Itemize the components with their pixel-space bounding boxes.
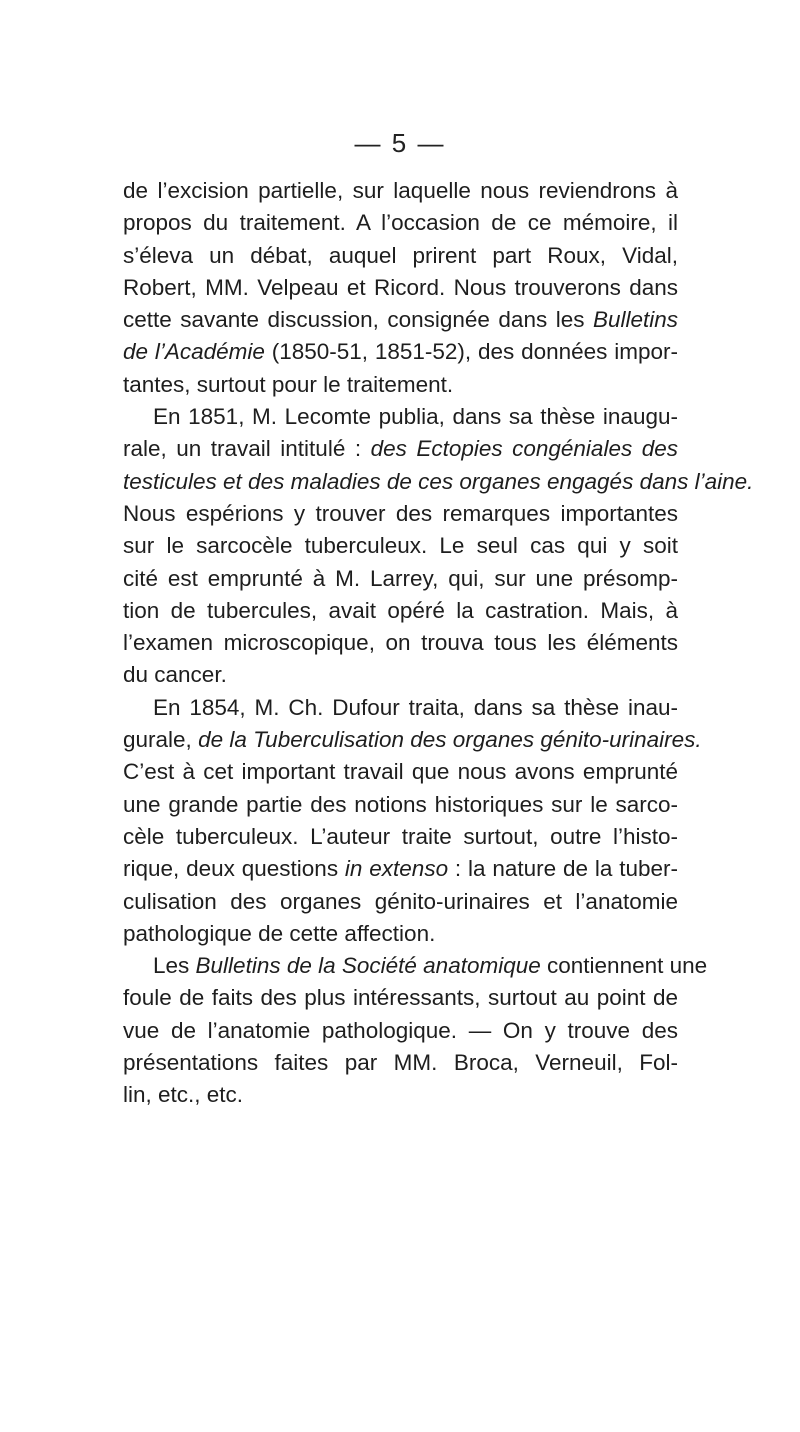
text-line: pathologique de cette affection. bbox=[123, 920, 436, 946]
text-line: de l’Académie (1850-51, 1851-52), des données impor- bbox=[123, 339, 678, 365]
page-number: — 5 — bbox=[354, 128, 446, 158]
text-line: Les Bulletins de la Société anatomique contiennent une bbox=[153, 953, 708, 979]
text-line: testicules et des maladies de ces organes engagés dans l’aine. bbox=[123, 468, 754, 494]
text-line: tion de tubercules, avait opéré la castration. Mais, à bbox=[123, 597, 678, 623]
text-line: propos du traitement. A l’occasion de ce mémoire, il bbox=[123, 210, 678, 236]
text-line: du cancer. bbox=[123, 662, 227, 688]
text-line: vue de l’anatomie pathologique. — On y trouve des bbox=[123, 1017, 678, 1043]
text-line: rale, un travail intitulé : des Ectopies congéniales des bbox=[123, 436, 678, 462]
text-line: Robert, MM. Velpeau et Ricord. Nous trouverons dans bbox=[123, 274, 678, 300]
text-line: rique, deux questions in extenso : la nature de la tuber- bbox=[123, 856, 678, 882]
text-line: cèle tuberculeux. L’auteur traite surtout, outre l’histo- bbox=[123, 823, 678, 849]
text-line: tantes, surtout pour le traitement. bbox=[123, 371, 454, 397]
text-line: cité est emprunté à M. Larrey, qui, sur une présomp- bbox=[123, 565, 678, 591]
body-text bbox=[123, 175, 754, 1112]
text-line: s’éleva un débat, auquel prirent part Roux, Vidal, bbox=[123, 242, 678, 268]
text-line: de l’excision partielle, sur laquelle nous reviendrons à bbox=[123, 178, 678, 203]
text-line: gurale, de la Tuberculisation des organes génito-urinaires. bbox=[123, 727, 702, 753]
text-line: En 1851, M. Lecomte publia, dans sa thèse inaugu- bbox=[153, 404, 678, 430]
text-line: présentations faites par MM. Broca, Verneuil, Fol- bbox=[123, 1050, 678, 1076]
text-line: l’examen microscopique, on trouva tous les éléments bbox=[123, 630, 678, 656]
text-line: En 1854, M. Ch. Dufour traita, dans sa thèse inau- bbox=[153, 694, 678, 720]
text-line: C’est à cet important travail que nous avons emprunté bbox=[123, 759, 678, 785]
text-line: une grande partie des notions historiques sur le sarco- bbox=[123, 791, 678, 817]
text-line: cette savante discussion, consignée dans les Bulletins bbox=[123, 307, 678, 333]
text-line: culisation des organes génito-urinaires et l’anatomie bbox=[123, 888, 678, 914]
text-line: Nous espérions y trouver des remarques importantes bbox=[123, 500, 678, 526]
text-line: sur le sarcocèle tuberculeux. Le seul cas qui y soit bbox=[123, 533, 678, 559]
text-line: foule de faits des plus intéressants, surtout au point de bbox=[123, 985, 678, 1011]
text-line: lin, etc., etc. bbox=[123, 1082, 244, 1108]
